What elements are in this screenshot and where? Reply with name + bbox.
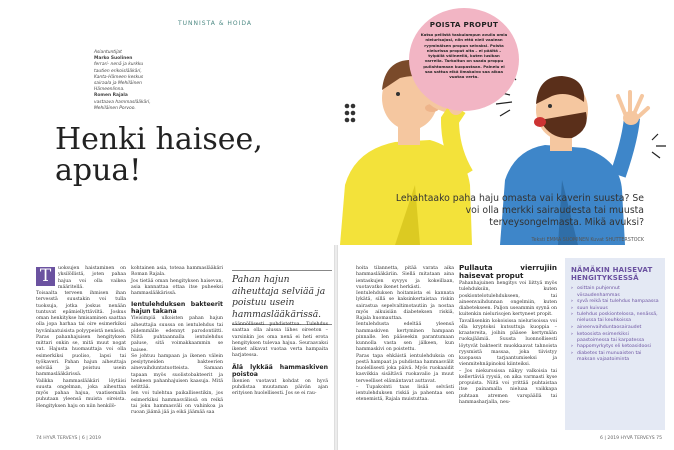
sidebox-item: › aineenvaihduntaosairaudet bbox=[571, 325, 659, 331]
credits-role: Asiantuntijat bbox=[94, 50, 122, 55]
col2b-p2: Ikenien vuotavat kohdat on hyvä puhdistaa muutaman päivän ajan erityisen huolellisesti. Jos se ei rau- bbox=[232, 378, 328, 396]
sidebox-item: › syvä reikä tai tulehdus hampaassa bbox=[571, 299, 659, 305]
dots-icon bbox=[345, 104, 356, 123]
title-line-1: Henki haisee, bbox=[55, 122, 263, 157]
col3-p1: hoita tilannetta, pitää varata aika hammaslääkäriin. Siellä mitataan aina ientaskujen syvyys ja kokeillaan, vuotavatko ikenet herkästi. bbox=[356, 266, 454, 290]
col2-p2: Jos tietää oman hengityksen haisevan, asia kannattaa ottaa itse puheeksi hammaslääkärissä. bbox=[131, 278, 223, 296]
col2-p1: kohtainen asia, toteaa hammaslääkäri Roman Rajala. bbox=[131, 266, 223, 278]
sidebox-item: › happomyrkytys eli ketoasidoosi bbox=[571, 344, 659, 350]
symptom-sidebox bbox=[565, 258, 665, 430]
credits-name-1: Marko Suolinen bbox=[94, 56, 133, 62]
col1-p4: Valikka hammaslääkäri löytäisi suusta ongelman, joka aiheuttaa myös pahaa hajua, vaatisemalla puhutaan yleensä muista oireista. Hengityksen haju on niin henkilö- bbox=[36, 378, 126, 409]
article-lead: Lehahtaako paha haju omasta vai kaverin suusta? Se voi olla merkki sairaudesta tai muusta terveysongelmasta. Mikä avuksi? bbox=[395, 193, 644, 228]
tip-bubble bbox=[409, 8, 519, 111]
col2-subheading: Ientulehduksen bakteerit hajun takana bbox=[131, 301, 223, 316]
sidebox-item: › suun kuivuus bbox=[571, 306, 659, 312]
pull-quote: Pahan hajun aiheuttaja selviää ja poistuu usein hammaslääkärissä. bbox=[232, 270, 332, 325]
credits-name-2: Romen Rajala bbox=[94, 93, 128, 99]
drop-cap: T bbox=[36, 267, 55, 286]
title-line-2: apua! bbox=[55, 153, 142, 188]
col2-p4: Se johtuu hampaan ja ikenen välein pesiytyneiden bakteerien ainevaihduntatuotteista. Samaan tapaan myös suolistobakteerit ja henkeen pahanhajuisen kaasuja. Mitä selittää. bbox=[131, 353, 223, 390]
sidebox-item: › ketoosista esimerkiksi paastoimessa tai karpatessa bbox=[571, 332, 659, 344]
column-1 bbox=[36, 266, 126, 410]
folio-right: 6 | 2019 HYVÄ TERVEYS 75 bbox=[600, 436, 662, 441]
column-4 bbox=[459, 264, 557, 406]
section-label: TUNNISTA & HOIDA bbox=[178, 20, 253, 27]
col4-p3: – Jos niekurssissa näkyy valkoisia tai kellertäviä ryysiä, on aika varmasti kyse propuista. Niitä voi yrittää puhtaistaa itse painamalla nieluaa vaikkapa puhtaan atremen varspäällä tai hammasharjalla, neu- bbox=[459, 368, 557, 405]
column-2 bbox=[131, 266, 223, 416]
tip-bubble-text: Katso peilistä taskulampun avulla omia nielurisojasi, niin että nieli vaalean ryyminäisen propun selvaksi. Poista nielurissa proput alta – ei päältä – tylpällä välineellä, kuten lusikan varrella. Tarkoitun on saada proppu pullahtamaan kuopastaan. Painelu ei saa sattua eikä limakalvo saa alkaa vuotaa verta. bbox=[420, 32, 508, 80]
col3-p5: – Tupakointi taas lisää selvästi ientulehduksen riskiä ja pahentaa sen etenemistä, Rajala muistuttaa. bbox=[356, 384, 454, 403]
col3-p4: Paras tapa ehkäistä ientulehduksia on pestä hampaat ja puhdistaa hammasvälit huolellisesti joka päivä. Myös ruokaaidit kasvikkia sisältävä ruokavalio ja muut terveelliset elämäntavat auttavat. bbox=[356, 353, 454, 384]
column-3 bbox=[356, 266, 454, 404]
col2b-subheading: Älä lykkää hammaskiven poistoa bbox=[232, 363, 328, 378]
col1-p1: uoksujen haistaminen on yksilöllistä, joten pahaa hajua voi olla vaikea määritellä. bbox=[58, 266, 126, 290]
col2-p3: Yleisimpiä ulkoisten pahan hajun aiheuttajia suussa on ientulehdus tai pidemmälle edennyt parodontiitti. Niitä puhtaannalla ientulehdus paluse, sitä voimakkaammin se haisee. bbox=[131, 316, 223, 353]
article-title bbox=[55, 124, 263, 186]
byline: Teksti EMMA SUOMINEN Kuvat SHUTTERSTOCK bbox=[531, 238, 644, 243]
sidebox-item: › osittain puhjennut viisaudenhammas bbox=[571, 286, 659, 298]
col1-p3: Paras pahanhajuisen hengityksen mittari onkin se, mitä muut nogat vat. Hajusta huomauttaja voi olla esimerkiksi puoliso, lapsi tai työkaveri. Pahan hajun aiheuttaja selviää ja poistuu usein hammaslääkärissä. bbox=[36, 334, 126, 378]
folio-left: 74 HYVÄ TERVEYS | 6 | 2019 bbox=[36, 436, 101, 441]
column-2b bbox=[232, 322, 328, 397]
col3-p3: Ientulehdusta edeltää yleensä hammaskiven kertyminen hampaan pinnalle. Ien pääseekin parantumaan kunnolla vasta sen jälkeen, kun hammaskivi on poistettu. bbox=[356, 322, 454, 353]
sidebox-title: NÄMÄKIN HAISEVAT HENGITYKSESSÄ bbox=[571, 266, 653, 283]
col3-p2: Ientulehduksen hoitamista ei kannata lykätä, sillä se kaksinkertaistaa riskin sairastua sepelvaltimotautiin ja nostaa myös aikuisiän diabeteksen riskiä, Rajala huomauttaa. bbox=[356, 291, 454, 321]
col2-p5: Ien voi tulehtua paikallisestikin, jos esimerkiksi hammasvälissä on reikä tai joku hammasväli on vahinkoa ja ruoan jäämä jää ja eikä jäämää saa bbox=[131, 391, 223, 415]
expert-credits bbox=[94, 50, 156, 112]
sidebox-list bbox=[571, 286, 659, 363]
sidebox-item: › diabetes tai munuaisten tai maksan vajaatoiminta bbox=[571, 351, 659, 363]
col4-subheading: Pullauta vierrujiin haisevat proput bbox=[459, 263, 557, 280]
col2b-p1: säännöllisesti puhdistettua. Tulehdus saattaa olla alussa lähes oireeton – varsinkin jos oma nenä ei heti erota hengityksen tulevaa hajua. Seuraavaksi ikenet alkavat vuotaa verta hampaita harjatessa. bbox=[232, 322, 328, 359]
tip-bubble-title: POISTA PROPUT bbox=[429, 20, 499, 29]
col1-p2: Toisaalta terveen ihmisen ihan tervesstä suustakin voi tulla tuoksuja, jotka joskus nenään tuntuvat epämiellyttäviltä. Joskus oman henkitykse hmisaminen saattaa olla jopa harhaa tai oire esimerkiksi hyvänlaatuisista polyypeistä nenässä. bbox=[36, 291, 126, 334]
credits-desc-2: vastaava hammaslääkäri, Mehiläinen Porvoo. bbox=[94, 99, 151, 111]
sparkles bbox=[652, 134, 666, 158]
col4-p2: Tavallisenkin kokoisissa nielurisoissa voi olla kryptoksi kutsuttuja kuoppia – kraatereita, joihin pääsee kertymään ruokajäämiä. Suusta luonnollisesti löytyvät bakteerit muokkaavat tahnoista ryysmistä massaa, joka tiivistyy kuopassa tarjaantumiseksi ja vienmitehnäpinoksi kiinteiksi. bbox=[459, 318, 557, 368]
credits-desc-1: ferrari- nenä ja kurkku tautien erikoislääkäri, Kanta-Hämeen keskus sairaala ja Mehiläinen Hämeenlinna. bbox=[94, 62, 144, 93]
sidebox-item: › tulehdus poskiontelossa, nenässä, nielussa tai keuhkoissa bbox=[571, 312, 659, 324]
col4-p1: Pahanhajuinen hengitys voi liittyä myös tulehduksiin, kuten poskiontelotulehdukseen, tai aineenvaihdunnan ongelmiin, kuten diabetekseen. Paljon useammin syynä on kuitenkin nielurisojen kertyneet propit. bbox=[459, 281, 557, 318]
